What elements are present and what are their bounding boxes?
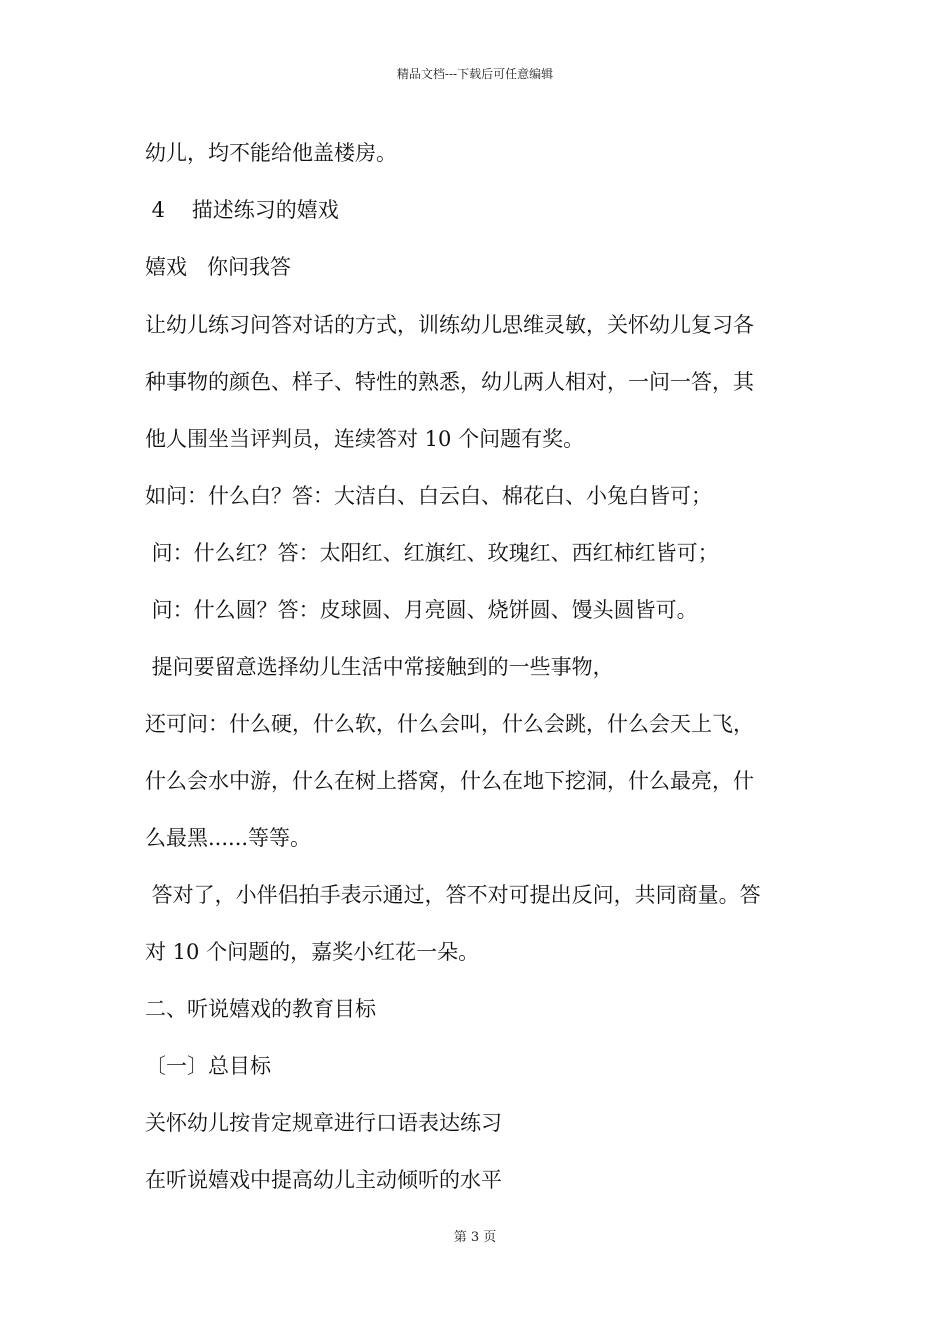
subsection-heading: 〔一〕总目标 — [145, 1054, 271, 1078]
body-line: 问：什么红？答：太阳红、红旗红、玫瑰红、西红柿红皆可； — [145, 541, 719, 565]
body-line: 他人围坐当评判员，连续答对 10 个问题有奖。 — [145, 427, 585, 451]
body-line: 么最黑......等等。 — [145, 826, 312, 850]
body-line: 让幼儿练习问答对话的方式，训练幼儿思维灵敏，关怀幼儿复习各 — [145, 313, 754, 337]
body-line: 幼儿，均不能给他盖楼房。 — [145, 141, 397, 165]
body-line: 提问要留意选择幼儿生活中常接触到的一些事物， — [145, 655, 614, 679]
section-heading: 二、听说嬉戏的教育目标 — [145, 997, 376, 1021]
page-header: 精品文档---下载后可任意编辑 — [396, 67, 554, 81]
body-line: 对 10 个问题的，嘉奖小红花一朵。 — [145, 940, 480, 964]
body-line: 关怀幼儿按肯定规章进行口语表达练习 — [145, 1111, 502, 1135]
section-heading: 4 描述练习的嬉戏 — [145, 198, 339, 222]
page-number: 第 3 页 — [453, 1230, 497, 1245]
body-line: 如问：什么白？答：大洁白、白云白、棉花白、小兔白皆可； — [145, 484, 712, 508]
game-title: 嬉戏 你问我答 — [145, 255, 292, 279]
body-line: 什么会水中游，什么在树上搭窝，什么在地下挖洞，什么最亮，什 — [145, 769, 754, 793]
body-line: 还可问：什么硬，什么软，什么会叫，什么会跳，什么会天上飞， — [145, 712, 754, 736]
body-line: 在听说嬉戏中提高幼儿主动倾听的水平 — [145, 1168, 502, 1192]
body-line: 种事物的颜色、样子、特性的熟悉，幼儿两人相对，一问一答，其 — [145, 370, 754, 394]
body-line: 答对了，小伴侣拍手表示通过，答不对可提出反问，共同商量。答 — [145, 883, 761, 907]
body-line: 问：什么圆？答：皮球圆、月亮圆、烧饼圆、馒头圆皆可。 — [145, 598, 698, 622]
